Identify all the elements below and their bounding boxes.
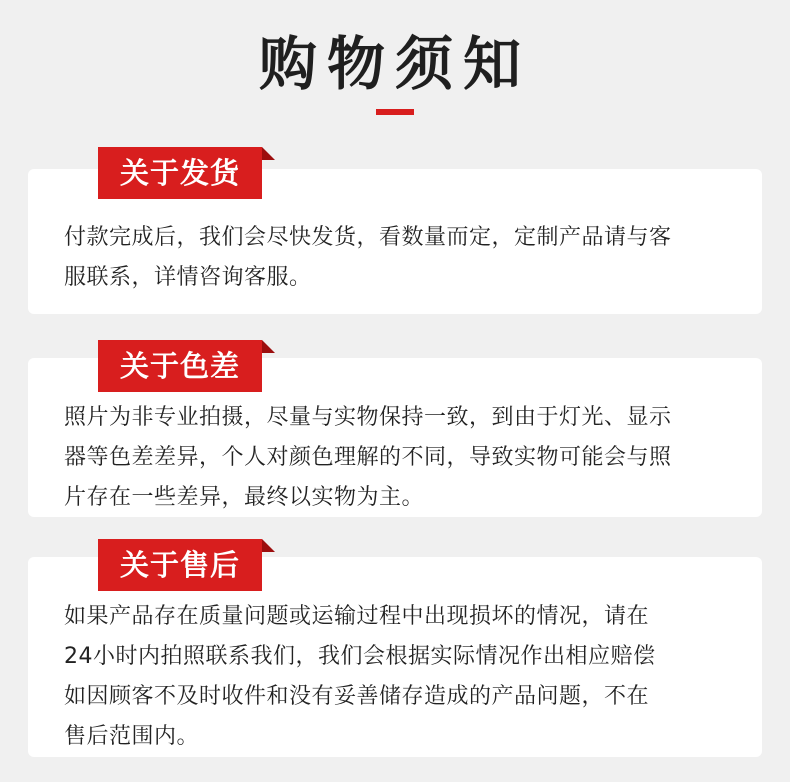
body-line: 服联系，详情咨询客服。 bbox=[64, 265, 312, 290]
body-line: 如果产品存在质量问题或运输过程中出现损坏的情况，请在 bbox=[64, 604, 650, 629]
body-line: 付款完成后，我们会尽快发货，看数量而定，定制产品请与客 bbox=[64, 225, 672, 250]
body-line: 24小时内拍照联系我们，我们会根据实际情况作出相应赔偿 bbox=[64, 644, 656, 669]
section-card-shipping bbox=[28, 156, 762, 314]
body-line: 照片为非专业拍摄，尽量与实物保持一致，到由于灯光、显示 bbox=[64, 405, 672, 430]
page-title: 购物须知 bbox=[258, 30, 531, 98]
section-card-after-sales bbox=[28, 548, 762, 757]
section-heading-badge: 关于色差 bbox=[98, 340, 262, 392]
body-line: 器等色差差异，个人对颜色理解的不同，导致实物可能会与照 bbox=[64, 445, 672, 470]
section-body-text bbox=[64, 597, 746, 757]
body-line: 片存在一些差异，最终以实物为主。 bbox=[64, 485, 425, 510]
body-line: 如因顾客不及时收件和没有妥善储存造成的产品问题，不在 bbox=[64, 684, 650, 709]
badge-fold-corner bbox=[262, 147, 275, 160]
section-body-text bbox=[64, 398, 746, 518]
section-card-color-difference bbox=[28, 349, 762, 517]
section-heading-badge: 关于售后 bbox=[98, 539, 262, 591]
section-body-text bbox=[64, 218, 746, 298]
title-underline bbox=[376, 109, 414, 115]
badge-fold-corner bbox=[262, 539, 275, 552]
badge-fold-corner bbox=[262, 340, 275, 353]
body-line: 售后范围内。 bbox=[64, 724, 200, 749]
section-heading-badge: 关于发货 bbox=[98, 147, 262, 199]
